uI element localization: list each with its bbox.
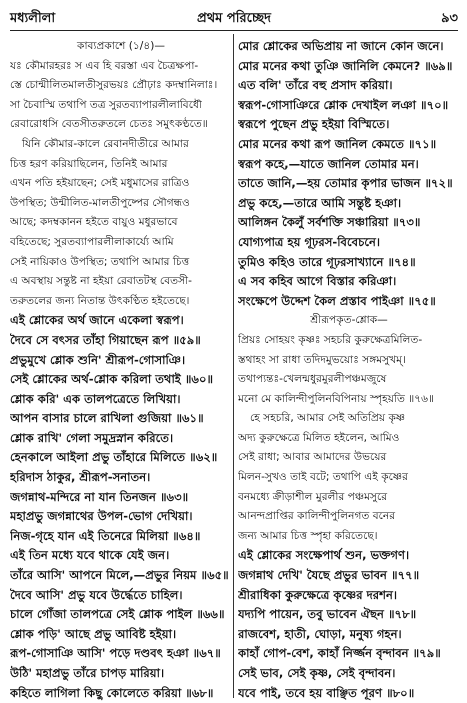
commentary-line: মিলন-সুখও তাই বটে; তথাপি এই কৃষ্ণের	[238, 471, 408, 484]
page-number: ৯৩	[441, 11, 458, 26]
verse-line: শ্লোক করি' এক তালপত্রেতে লিখিয়া।	[10, 391, 181, 406]
verse-line: যদ্যপি পায়েন, তবু ভাবেন ঐছন ॥৭৮॥	[238, 607, 417, 622]
verse-line: মোর শ্লোকের অভিপ্রায় না জানে কোন জনে।	[238, 39, 444, 53]
verse-line: প্রভুমুখে শ্লোক শুনি' শ্রীরূপ-গোসাঞি।	[10, 352, 186, 367]
verse-line: মহাপ্রভু জগন্নাথের উপল-ভোগ দেখিয়া।	[10, 509, 193, 524]
verse-line: মোর মনের কথা তুঞি জানিলি কেমনে? ॥৬৯॥	[238, 58, 453, 73]
commentary-line: আছে; কদম্বকানন হইতে বায়ুও মধুরভাবে	[10, 216, 178, 229]
commentary-line: সা চৈবাস্মি তথাপি তত্র সুরতব্যাপারলীলাবিধৌ	[10, 98, 202, 111]
verse-line: তাতে জানি,—হয় তোমার কৃপার ভাজন ॥৭২॥	[238, 176, 453, 191]
verse-line: স্বরূপ কহে,—যাতে জানিল তোমার মন।	[238, 156, 419, 171]
verse-line: এত বলি' তাঁরে বহু প্রসাদ করিয়া।	[238, 78, 393, 93]
commentary-line: সেই রাধা; আবার আমাদের উভয়ের	[238, 451, 387, 464]
verse-line: জগন্নাথ-মন্দিরে না যান তিনজন ॥৬৩॥	[10, 489, 189, 504]
verse-line: কহিতে লাগিলা কিছু কোলেতে করিয়া ॥৬৮॥	[10, 685, 214, 700]
commentary-line: উপস্থিত; উন্মীলিত-মালতীপুষ্পের সৌগন্ধও	[10, 196, 190, 209]
commentary-line: যিনি কৌমার-কালে রেবানদীতীরে আমার	[22, 137, 189, 150]
commentary-line: হে সহচরি, আমার সেই অতিপ্রিয় কৃষ্ণ	[250, 412, 406, 425]
verse-line: এই শ্লোকের সংক্ষেপার্থ শুন, ভক্তগণ।	[238, 548, 410, 563]
verse-line: দৈবে সে বৎসর তাঁহা গিয়াছেন রূপ ॥৫৯॥	[10, 332, 201, 347]
commentary-line: এখন পতি হইয়াছেন; সেই মধুমাসের রাত্রিও	[10, 177, 190, 190]
commentary-line: জন্য আমার চিত্ত স্পৃহা করিতেছে।	[238, 529, 378, 542]
verse-line: নিজ-গৃহে যান এই তিনেরে মিলিয়া ॥৬৪॥	[10, 528, 201, 543]
verse-line: শ্লোক রাখি' গেলা সমুদ্রস্নান করিতে।	[10, 430, 174, 445]
verse-line: আলিঙ্গন কৈলুঁ সর্বশক্তি সঞ্চারিয়া ॥৭৩॥	[238, 215, 421, 230]
verse-line: এই শ্লোকের অর্থ জানে একেলা স্বরূপ।	[10, 313, 184, 328]
verse-line: চালে গোঁজা তালপত্রে সেই শ্লোক পাইল ॥৬৬॥	[10, 607, 225, 622]
verse-line: যবে পাই, তবে হয় বাঞ্ছিত পূরণ ॥৮০॥	[238, 685, 415, 700]
commentary-line: স্তথাহং সা রাধা তদিদমুভয়োঃ সঙ্গমসুখম্।	[238, 353, 406, 366]
verse-line: এই তিন মধ্যে যবে থাকে যেই জন।	[10, 548, 170, 563]
commentary-line: আনন্দপ্রাপ্তির কালিন্দীপুলিনগত বনের	[238, 510, 396, 523]
verse-line: হেনকালে আইলা প্রভু তাঁহারে মিলিতে ॥৬২॥	[10, 450, 218, 465]
verse-line: কাহাঁ গোপ-বেশ, কাহাঁ নির্জ্জন বৃন্দাবন ॥৭৯॥	[238, 646, 441, 661]
verse-line: সেই ভাব, সেই কৃষ্ণ, সেই বৃন্দাবন।	[238, 666, 396, 680]
commentary-line: মনো মে কালিন্দীপুলিনবিপিনায় স্পৃহয়তি ॥৭৬॥	[238, 392, 435, 405]
verse-line: সংক্ষেপে উদ্দেশ কৈল প্রস্তাব পাইঞা ॥৭৫॥	[238, 293, 436, 308]
commentary-line: চিত্ত হরণ করিয়াছিলেন, তিনিই আমার	[10, 157, 168, 170]
verse-line: শ্রীরাধিকা কুরুক্ষেত্রে কৃষ্ণের দরশন।	[238, 587, 398, 602]
header-section-title: মধ্যলীলা	[10, 11, 56, 26]
commentary-line: স্তে চোন্মীলিতমালতীসুরভয়ঃ প্রৌঢ়াঃ কদম্বানিলাঃ।	[10, 79, 218, 92]
right-column	[238, 37, 460, 703]
running-header	[10, 4, 458, 31]
verse-line: এ সব কহিব আগে বিস্তার করিঞা।	[238, 274, 397, 289]
verse-line: মোর মনের কথা রূপ জানিল কেমতে ॥৭১॥	[238, 136, 437, 151]
verse-line: যোগ্যপাত্র হয় গূঢ়রস-বিবেচনে।	[238, 234, 381, 249]
verse-line: দৈবে আসি' প্রভু যবে উর্দ্ধেতে চাহিল।	[10, 587, 183, 602]
verse-line: সেই শ্লোকের অর্থ-শ্লোক করিলা তথাই ॥৬০॥	[10, 372, 214, 387]
commentary-line: সেই নায়িকাও উপস্থিত; তথাপি আমার চিত্ত	[10, 255, 190, 268]
header-chapter-title: প্রথম পরিচ্ছেদ	[197, 11, 271, 26]
commentary-line: অদ্য কুরুক্ষেত্রে মিলিত হইলেন, আমিও	[238, 431, 400, 444]
verse-line: উঠি' মহাপ্রভু তাঁরে চাপড় মারিয়া।	[10, 666, 165, 680]
commentary-line: রেবারোধসি বেতসীতরুতলে চেতঃ সমুৎকণ্ঠতে॥	[10, 118, 208, 131]
verse-line: রাজবেশ, হাতী, ঘোড়া, মনুষ্য গহন।	[238, 626, 402, 641]
verse-line: স্বরূপ-গোসাঞিরে শ্লোক দেখাইল লঞা ॥৭০॥	[238, 97, 449, 112]
verse-line: তাঁরে আসি' আপনে মিলে,—প্রভুর নিয়ম ॥৬৫॥	[10, 568, 229, 583]
commentary-line: তথাপ্যন্তঃ-খেলন্মধুরমুরলীপঞ্চমজুষে	[238, 373, 387, 386]
verse-line: রূপ-গোসাঞি আসি' পড়ে দণ্ডবৎ হঞা ॥৬৭॥	[10, 646, 221, 661]
verse-line: তুমিও কহিও তারে গূঢ়রসাখ্যানে ॥৭৪॥	[238, 254, 416, 269]
commentary-line: তরুতলের জন্য নিতান্ত উৎকণ্ঠিত হইতেছে।	[10, 294, 190, 307]
commentary-line: যঃ কৌমারহরঃ স এব হি বরস্তা এব চৈত্রক্ষপা-	[10, 59, 199, 72]
verse-line: জগন্নাথ দেখি' যৈছে প্রভুর ভাবন ॥৭৭॥	[238, 568, 420, 583]
left-column	[10, 37, 232, 703]
commentary-line: বহিতেছে; সুরতব্যাপারলীলাকার্য্যে আমি	[10, 235, 174, 248]
commentary-line: এ অবস্থায় সন্তুষ্ট না হইয়া রেবাতটস্থ বেতসী-	[10, 275, 192, 288]
verse-line: শ্লোক পড়ি' আছে প্রভু আবিষ্ট হইয়া।	[10, 626, 177, 641]
verse-line: হরিদাস ঠাকুর, শ্রীরূপ-সনাতন।	[10, 470, 151, 485]
verse-line: স্বরূপে পুছেন প্রভু হইয়া বিস্মিতে।	[238, 117, 390, 132]
verse-line: আপন বাসার চালে রাখিলা গুজিয়া ॥৬১॥	[10, 411, 204, 426]
column-divider	[233, 34, 234, 698]
verse-line: প্রভু কহে,—তারে আমি সন্তুষ্ট হঞা।	[238, 195, 402, 210]
commentary-line: বনমধ্যে ক্রীড়াশীল মুরলীর পঞ্চমসুরে	[238, 490, 388, 503]
section-heading: শ্রীরূপকৃত-শ্লোক—	[310, 314, 388, 327]
commentary-line: প্রিয়ঃ সোহয়ং কৃষ্ণঃ সহচরি কুরুক্ষেত্রমিলিত-	[238, 333, 423, 346]
section-heading: কাব্যপ্রকাশে (১/৪)—	[77, 40, 165, 52]
